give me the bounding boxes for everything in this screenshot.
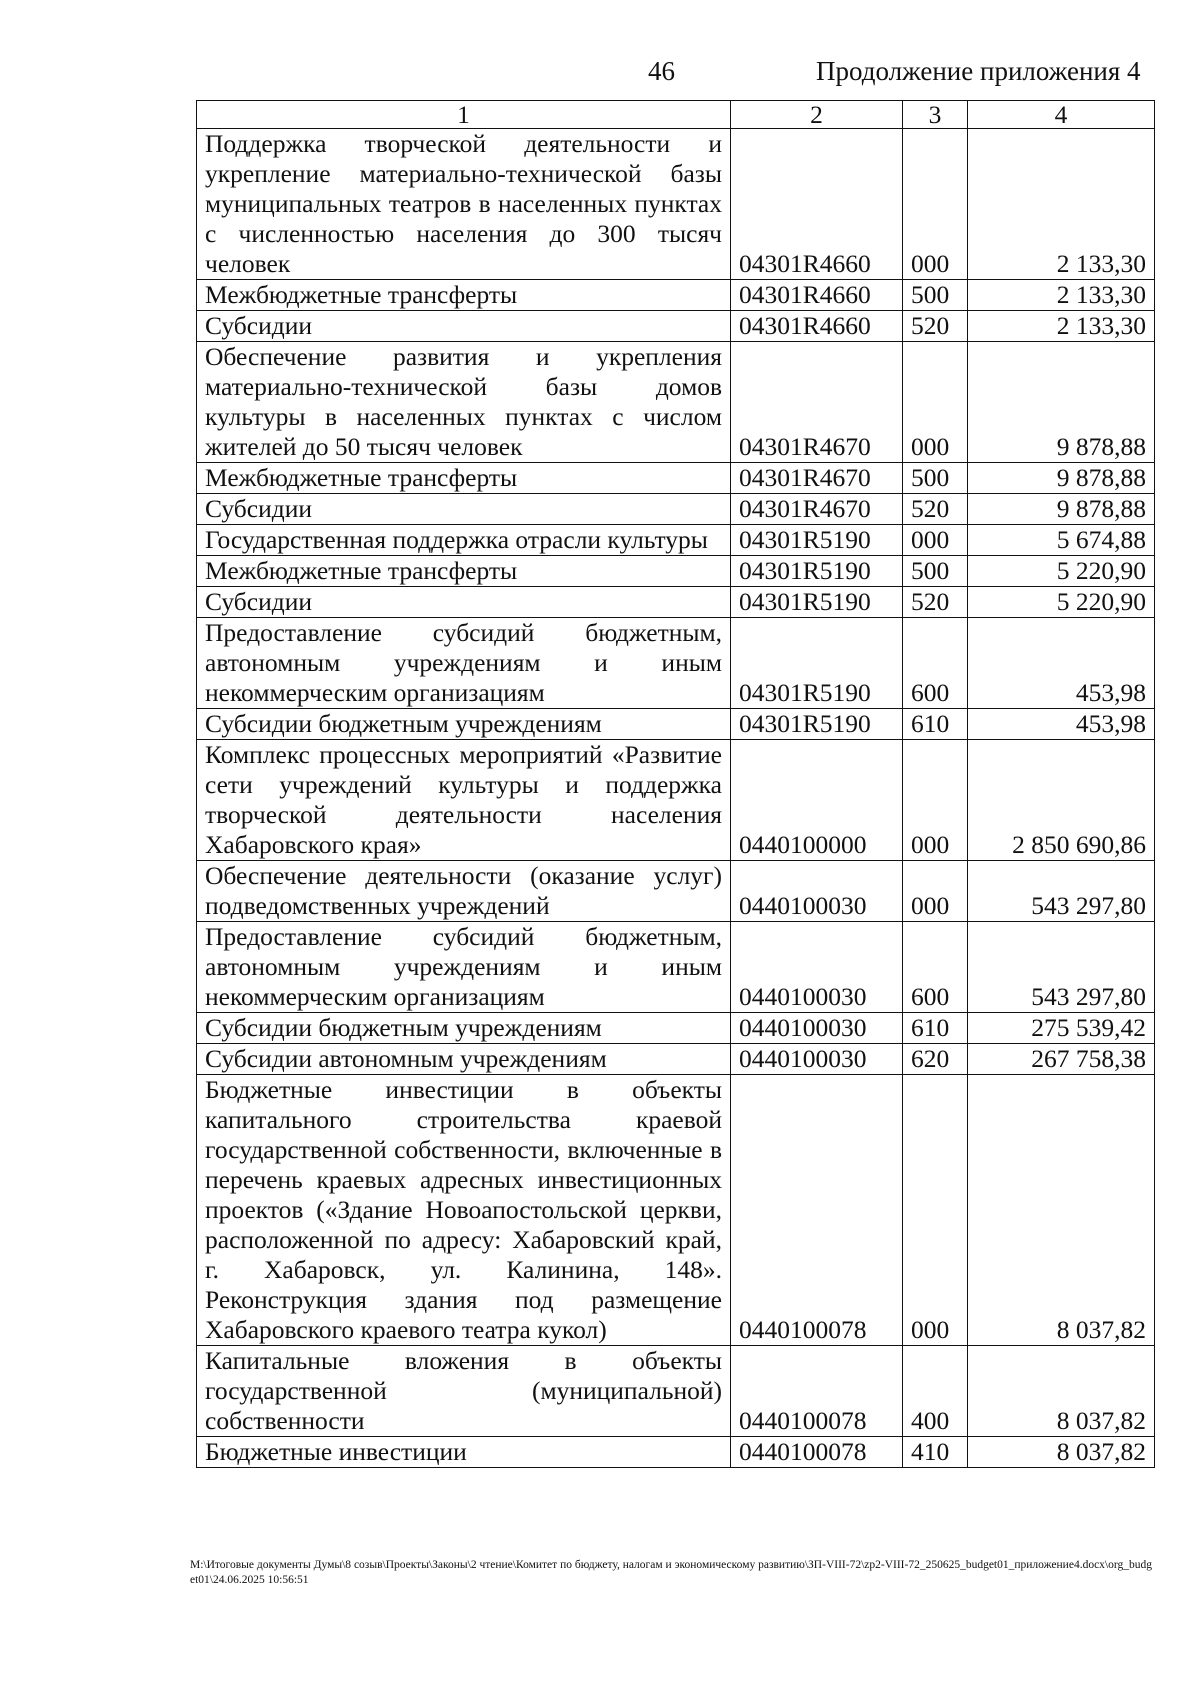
row-code-cell: 0440100078: [731, 1075, 903, 1346]
row-name-cell: Субсидии: [197, 587, 731, 618]
row-name-cell: Государственная поддержка отрасли культуры: [197, 525, 731, 556]
row-name-cell: Бюджетные инвестиции: [197, 1437, 731, 1468]
row-kind-cell: 610: [903, 709, 968, 740]
table-row: [197, 1346, 1155, 1437]
row-code-cell: 04301R4660: [731, 280, 903, 311]
row-amount-cell: 5 220,90: [968, 587, 1155, 618]
row-amount-cell: 543 297,80: [968, 922, 1155, 1013]
table-row: [197, 1044, 1155, 1075]
row-name-cell: Комплекс процессных мероприятий «Развитие сети учреждений культуры и поддержка творческой деятельности населения Хабаровского края»: [197, 740, 731, 861]
row-kind-cell: 000: [903, 1075, 968, 1346]
table-row: [197, 1013, 1155, 1044]
row-amount-cell: 9 878,88: [968, 342, 1155, 463]
row-name-cell: Межбюджетные трансферты: [197, 463, 731, 494]
table-row: [197, 129, 1155, 280]
row-amount-cell: 453,98: [968, 618, 1155, 709]
row-name-cell: Обеспечение развития и укрепления материально-технической базы домов культуры в населенных пунктах с числом жителей до 50 тысяч человек: [197, 342, 731, 463]
row-amount-cell: 8 037,82: [968, 1346, 1155, 1437]
row-code-cell: 04301R4670: [731, 342, 903, 463]
row-amount-cell: 2 133,30: [968, 129, 1155, 280]
row-code-cell: 04301R4670: [731, 494, 903, 525]
row-amount-cell: 543 297,80: [968, 861, 1155, 922]
column-header-amount: 4: [968, 101, 1155, 129]
row-kind-cell: 000: [903, 740, 968, 861]
row-name-cell: Капитальные вложения в объекты государственной (муниципальной) собственности: [197, 1346, 731, 1437]
row-kind-cell: 400: [903, 1346, 968, 1437]
row-code-cell: 04301R4670: [731, 463, 903, 494]
column-header-kind: 3: [903, 101, 968, 129]
row-name-cell: Обеспечение деятельности (оказание услуг) подведомственных учреждений: [197, 861, 731, 922]
row-kind-cell: 000: [903, 525, 968, 556]
table-row: [197, 740, 1155, 861]
column-header-name: 1: [197, 101, 731, 129]
row-name-cell: Предоставление субсидий бюджетным, автономным учреждениям и иным некоммерческим организациям: [197, 922, 731, 1013]
table-row: [197, 463, 1155, 494]
row-name-cell: Предоставление субсидий бюджетным, автономным учреждениям и иным некоммерческим организациям: [197, 618, 731, 709]
row-code-cell: 04301R5190: [731, 618, 903, 709]
budget-table: [196, 100, 1155, 1468]
table-row: [197, 922, 1155, 1013]
row-kind-cell: 520: [903, 494, 968, 525]
row-code-cell: 0440100000: [731, 740, 903, 861]
row-amount-cell: 453,98: [968, 709, 1155, 740]
row-kind-cell: 600: [903, 922, 968, 1013]
row-kind-cell: 520: [903, 587, 968, 618]
table-header-row: [197, 101, 1155, 129]
row-code-cell: 0440100030: [731, 861, 903, 922]
table-row: [197, 311, 1155, 342]
appendix-continuation-label: Продолжение приложения 4: [816, 56, 1141, 86]
row-name-cell: Субсидии бюджетным учреждениям: [197, 709, 731, 740]
row-name-cell: Поддержка творческой деятельности и укрепление материально-технической базы муниципальных театров в населенных пунктах с численностью населения до 300 тысяч человек: [197, 129, 731, 280]
row-code-cell: 04301R4660: [731, 311, 903, 342]
row-code-cell: 04301R5190: [731, 525, 903, 556]
row-name-cell: Субсидии: [197, 494, 731, 525]
column-header-code: 2: [731, 101, 903, 129]
row-kind-cell: 500: [903, 463, 968, 494]
row-amount-cell: 267 758,38: [968, 1044, 1155, 1075]
row-code-cell: 0440100078: [731, 1437, 903, 1468]
row-kind-cell: 600: [903, 618, 968, 709]
row-code-cell: 04301R5190: [731, 587, 903, 618]
row-kind-cell: 500: [903, 556, 968, 587]
row-amount-cell: 5 220,90: [968, 556, 1155, 587]
table-row: [197, 494, 1155, 525]
document-file-path: М:\Итоговые документы Думы\8 созыв\Проекты\Законы\2 чтение\Комитет по бюджету, налогам и экономическому развитию\ЗП-VIII-72\zp2-VIII-72_250625_budget01_приложение4.docx\org_budget01\24.06.2025 10:56:51: [190, 1559, 1152, 1586]
row-kind-cell: 500: [903, 280, 968, 311]
row-code-cell: 0440100030: [731, 922, 903, 1013]
row-kind-cell: 410: [903, 1437, 968, 1468]
table-row: [197, 1075, 1155, 1346]
row-name-cell: Субсидии: [197, 311, 731, 342]
table-row: [197, 556, 1155, 587]
row-code-cell: 0440100030: [731, 1013, 903, 1044]
row-amount-cell: 5 674,88: [968, 525, 1155, 556]
row-amount-cell: 2 133,30: [968, 280, 1155, 311]
row-amount-cell: 9 878,88: [968, 463, 1155, 494]
row-kind-cell: 620: [903, 1044, 968, 1075]
table-row: [197, 618, 1155, 709]
row-kind-cell: 520: [903, 311, 968, 342]
row-name-cell: Бюджетные инвестиции в объекты капитального строительства краевой государственной собственности, включенные в перечень краевых адресных инвестиционных проектов («Здание Новоапостольской церкви, расположенной по адресу: Хабаровский край, г. Хабаровск, ул. Калинина, 148». Реконструкция здания под размещение Хабаровского краевого театра кукол): [197, 1075, 731, 1346]
row-kind-cell: 000: [903, 861, 968, 922]
table-row: [197, 861, 1155, 922]
row-name-cell: Субсидии бюджетным учреждениям: [197, 1013, 731, 1044]
table-row: [197, 342, 1155, 463]
row-amount-cell: 2 850 690,86: [968, 740, 1155, 861]
row-kind-cell: 000: [903, 129, 968, 280]
row-code-cell: 04301R5190: [731, 556, 903, 587]
table-row: [197, 525, 1155, 556]
row-code-cell: 04301R4660: [731, 129, 903, 280]
page-number: 46: [648, 56, 675, 86]
row-code-cell: 0440100078: [731, 1346, 903, 1437]
row-amount-cell: 2 133,30: [968, 311, 1155, 342]
table-row: [197, 1437, 1155, 1468]
table-row: [197, 587, 1155, 618]
row-name-cell: Субсидии автономным учреждениям: [197, 1044, 731, 1075]
row-code-cell: 0440100030: [731, 1044, 903, 1075]
row-kind-cell: 000: [903, 342, 968, 463]
row-amount-cell: 9 878,88: [968, 494, 1155, 525]
table-row: [197, 709, 1155, 740]
row-amount-cell: 8 037,82: [968, 1075, 1155, 1346]
table-body: [197, 129, 1155, 1468]
row-name-cell: Межбюджетные трансферты: [197, 556, 731, 587]
row-name-cell: Межбюджетные трансферты: [197, 280, 731, 311]
row-amount-cell: 275 539,42: [968, 1013, 1155, 1044]
row-amount-cell: 8 037,82: [968, 1437, 1155, 1468]
row-kind-cell: 610: [903, 1013, 968, 1044]
row-code-cell: 04301R5190: [731, 709, 903, 740]
table-row: [197, 280, 1155, 311]
